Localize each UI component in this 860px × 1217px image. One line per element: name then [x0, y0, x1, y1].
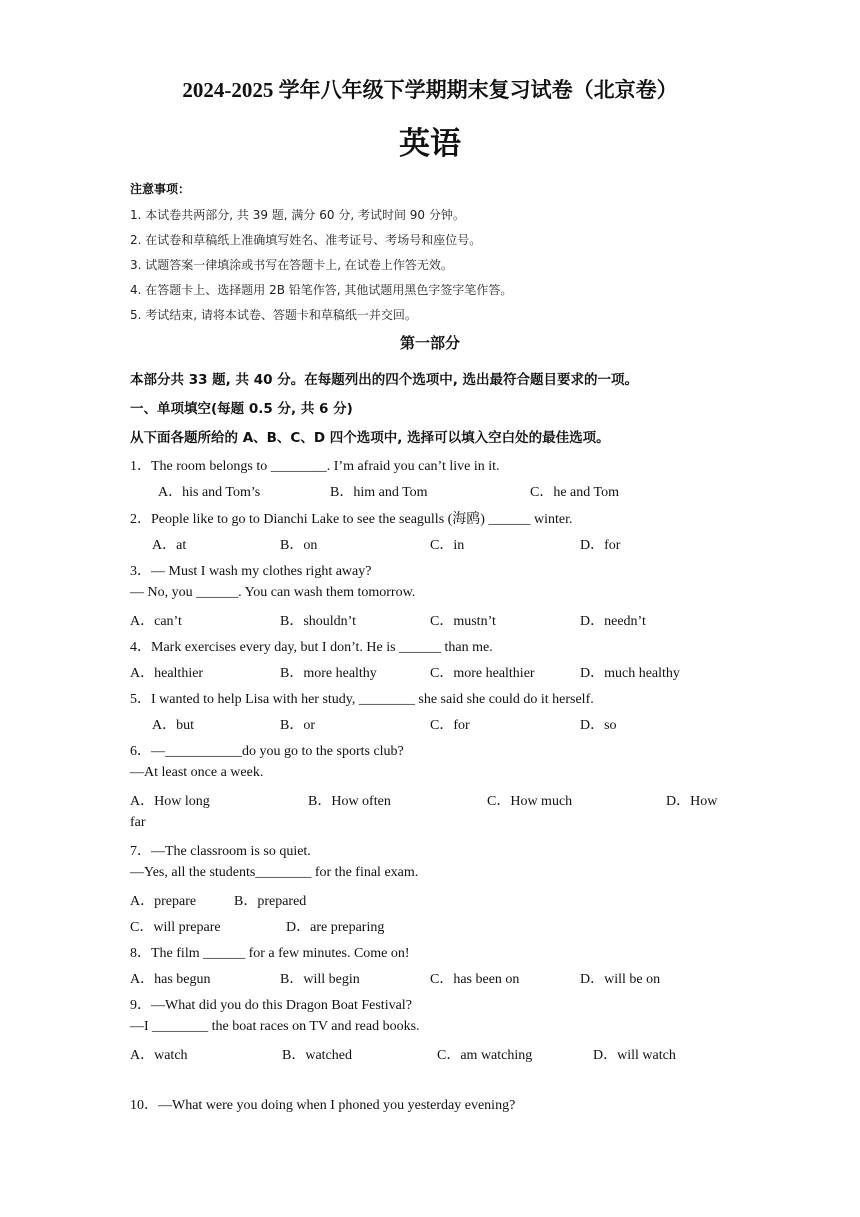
option: A．prepare: [130, 894, 197, 909]
question-stem: 8．The film ______ for a few minutes. Come on!: [130, 946, 410, 961]
option: B．more healthy: [280, 666, 377, 681]
question-stem: 10．—What were you doing when I phoned you yesterday evening?: [130, 1098, 516, 1113]
option: D．much healthy: [580, 666, 680, 681]
option: A．has begun: [130, 972, 211, 987]
exam-title: 2024-2025 学年八年级下学期期末复习试卷（北京卷）: [182, 78, 678, 102]
option: C．will prepare: [130, 920, 221, 935]
question-stem: 5．I wanted to help Lisa with her study, ________ she said she could do it herself.: [130, 692, 594, 707]
option: D．are preparing: [286, 920, 385, 935]
notice-item: 1. 本试卷共两部分, 共 39 题, 满分 60 分, 考试时间 90 分钟。: [130, 208, 465, 222]
option: A．watch: [130, 1048, 188, 1063]
option: D．will watch: [593, 1048, 676, 1063]
option: B．How often: [308, 794, 391, 809]
option: C．am watching: [437, 1048, 533, 1063]
option: A．at: [152, 538, 187, 553]
question-stem: 4．Mark exercises every day, but I don’t. He is ______ than me.: [130, 640, 493, 655]
option: B．him and Tom: [330, 485, 428, 500]
notice-item: 3. 试题答案一律填涂或书写在答题卡上, 在试卷上作答无效。: [130, 258, 453, 272]
section-instructions: 从下面各题所给的 A、B、C、D 四个选项中, 选择可以填入空白处的最佳选项。: [130, 430, 610, 446]
notice-heading: 注意事项：: [130, 182, 191, 196]
question-stem: 9．—What did you do this Dragon Boat Festival?: [130, 998, 412, 1013]
question-stem: 2．People like to go to Dianchi Lake to see the seagulls (海鸥) ______ winter.: [130, 512, 573, 527]
option: C．How much: [487, 794, 573, 809]
option: D．for: [580, 538, 621, 553]
option: C．has been on: [430, 972, 520, 987]
option: A．but: [152, 718, 194, 733]
option-continuation: far: [130, 815, 146, 830]
question-stem: 6．—___________do you go to the sports club?: [130, 744, 404, 759]
option: A．his and Tom’s: [158, 485, 261, 500]
option: C．more healthier: [430, 666, 535, 681]
option: C．for: [430, 718, 470, 733]
part-intro: 本部分共 33 题, 共 40 分。在每题列出的四个选项中, 选出最符合题目要求的一项。: [130, 372, 639, 388]
question-stem: 7．—The classroom is so quiet.: [130, 844, 311, 859]
question-stem: —I ________ the boat races on TV and read books.: [130, 1019, 420, 1034]
question-stem: —Yes, all the students________ for the final exam.: [130, 865, 419, 880]
option: D．How: [666, 794, 718, 809]
subject-title: 英语: [399, 126, 461, 162]
option: B．shouldn’t: [280, 614, 356, 629]
option: B．on: [280, 538, 318, 553]
question-stem: 1．The room belongs to ________. I’m afraid you can’t live in it.: [130, 459, 500, 474]
option: A．How long: [130, 794, 210, 809]
notice-item: 2. 在试卷和草稿纸上准确填写姓名、准考证号、考场号和座位号。: [130, 233, 482, 247]
option: C．mustn’t: [430, 614, 496, 629]
question-stem: — No, you ______. You can wash them tomorrow.: [130, 585, 416, 600]
notice-item: 5. 考试结束, 请将本试卷、答题卡和草稿纸一并交回。: [130, 308, 417, 322]
option: B．watched: [282, 1048, 352, 1063]
option: D．will be on: [580, 972, 661, 987]
option: B．prepared: [234, 894, 307, 909]
section-title: 一、单项填空(每题 0.5 分, 共 6 分): [130, 401, 353, 417]
part-title: 第一部分: [399, 334, 460, 352]
option: B．will begin: [280, 972, 360, 987]
option: D．so: [580, 718, 617, 733]
option: C．he and Tom: [530, 485, 619, 500]
option: A．can’t: [130, 614, 182, 629]
option: A．healthier: [130, 666, 204, 681]
notice-item: 4. 在答题卡上、选择题用 2B 铅笔作答, 其他试题用黑色字签字笔作答。: [130, 283, 513, 297]
question-stem: —At least once a week.: [130, 765, 264, 780]
option: C．in: [430, 538, 465, 553]
option: D．needn’t: [580, 614, 646, 629]
question-stem: 3．— Must I wash my clothes right away?: [130, 564, 372, 579]
option: B．or: [280, 718, 315, 733]
